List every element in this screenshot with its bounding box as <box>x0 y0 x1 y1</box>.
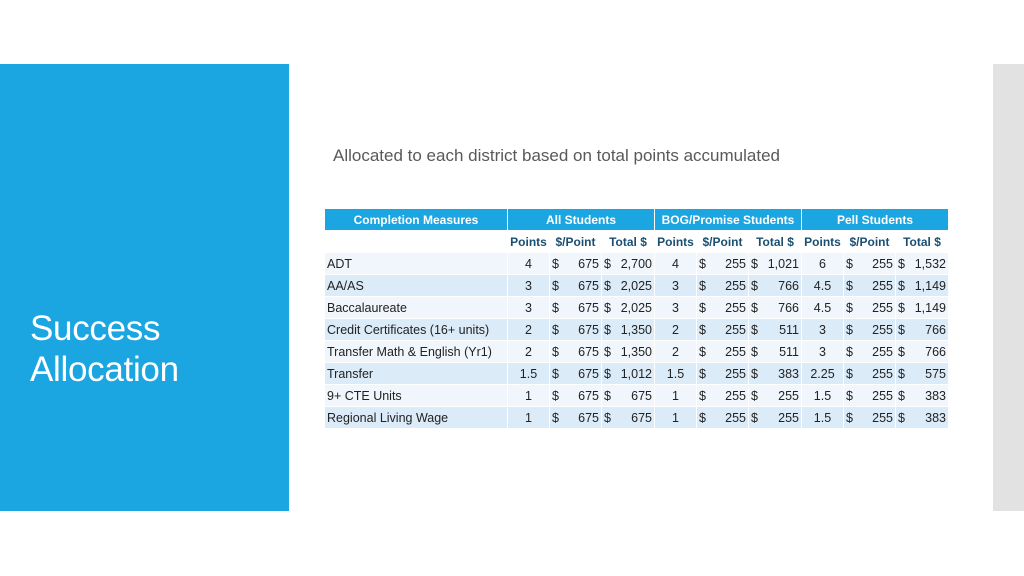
table-row <box>325 297 949 319</box>
bog-points-cell: 1 <box>655 407 697 429</box>
pell-points-cell: 1.5 <box>802 407 844 429</box>
amount: 255 <box>872 366 893 381</box>
amount: 766 <box>925 322 946 337</box>
amount: 255 <box>872 344 893 359</box>
currency-symbol: $ <box>846 256 853 271</box>
measure-cell: 9+ CTE Units <box>325 385 508 407</box>
currency-symbol: $ <box>898 278 905 293</box>
table-row <box>325 341 949 363</box>
currency-symbol: $ <box>552 366 559 381</box>
amount: 766 <box>778 278 799 293</box>
amount: 675 <box>578 322 599 337</box>
measure-cell: Transfer <box>325 363 508 385</box>
currency-symbol: $ <box>699 322 706 337</box>
currency-symbol: $ <box>699 300 706 315</box>
all-per-point-cell <box>550 385 602 407</box>
amount: 255 <box>872 300 893 315</box>
amount: 675 <box>578 344 599 359</box>
subheader-total: Total $ <box>602 231 655 253</box>
subheader-per-point: $/Point <box>844 231 896 253</box>
amount: 255 <box>725 344 746 359</box>
bog-total-cell <box>749 363 802 385</box>
measure-header: Completion Measures <box>325 209 508 231</box>
currency-symbol: $ <box>751 300 758 315</box>
currency-symbol: $ <box>898 388 905 403</box>
all-points-cell: 4 <box>508 253 550 275</box>
currency-symbol: $ <box>751 278 758 293</box>
currency-symbol: $ <box>604 344 611 359</box>
allocation-table <box>324 208 949 429</box>
all-points-cell: 1 <box>508 385 550 407</box>
currency-symbol: $ <box>846 322 853 337</box>
pell-per-point-cell <box>844 297 896 319</box>
measure-cell: Regional Living Wage <box>325 407 508 429</box>
all-points-cell: 2 <box>508 341 550 363</box>
pell-points-cell: 4.5 <box>802 297 844 319</box>
bog-total-cell <box>749 319 802 341</box>
table-row <box>325 253 949 275</box>
amount: 255 <box>725 388 746 403</box>
table-row <box>325 407 949 429</box>
amount: 511 <box>779 344 799 359</box>
currency-symbol: $ <box>751 344 758 359</box>
table-row <box>325 275 949 297</box>
pell-total-cell <box>896 385 949 407</box>
slide-title-line-1: Success <box>30 309 161 348</box>
measure-cell: Baccalaureate <box>325 297 508 319</box>
bog-per-point-cell <box>697 385 749 407</box>
amount: 1,012 <box>620 366 652 381</box>
currency-symbol: $ <box>604 322 611 337</box>
measure-cell: ADT <box>325 253 508 275</box>
bog-total-cell <box>749 341 802 363</box>
currency-symbol: $ <box>898 322 905 337</box>
amount: 255 <box>725 366 746 381</box>
pell-points-cell: 4.5 <box>802 275 844 297</box>
all-per-point-cell <box>550 407 602 429</box>
bog-per-point-cell <box>697 363 749 385</box>
currency-symbol: $ <box>846 344 853 359</box>
currency-symbol: $ <box>699 256 706 271</box>
bog-points-cell: 1.5 <box>655 363 697 385</box>
amount: 255 <box>872 410 893 425</box>
amount: 255 <box>725 278 746 293</box>
pell-per-point-cell <box>844 275 896 297</box>
bog-per-point-cell <box>697 275 749 297</box>
all-total-cell <box>602 253 655 275</box>
slide-title <box>30 308 270 390</box>
currency-symbol: $ <box>898 410 905 425</box>
pell-per-point-cell <box>844 385 896 407</box>
amount: 255 <box>778 410 799 425</box>
amount: 675 <box>578 366 599 381</box>
currency-symbol: $ <box>604 366 611 381</box>
amount: 255 <box>872 388 893 403</box>
pell-total-cell <box>896 363 949 385</box>
pell-per-point-cell <box>844 253 896 275</box>
group-header-all: All Students <box>508 209 655 231</box>
all-points-cell: 2 <box>508 319 550 341</box>
bog-per-point-cell <box>697 341 749 363</box>
bog-per-point-cell <box>697 407 749 429</box>
table-subheader-row <box>325 231 949 253</box>
group-header-pell: Pell Students <box>802 209 949 231</box>
currency-symbol: $ <box>552 322 559 337</box>
currency-symbol: $ <box>699 344 706 359</box>
pell-total-cell <box>896 253 949 275</box>
amount: 1,350 <box>620 344 652 359</box>
currency-symbol: $ <box>699 388 706 403</box>
currency-symbol: $ <box>898 300 905 315</box>
title-panel <box>0 64 289 511</box>
bog-total-cell <box>749 297 802 319</box>
all-total-cell <box>602 297 655 319</box>
pell-total-cell <box>896 407 949 429</box>
subheader-per-point: $/Point <box>550 231 602 253</box>
all-per-point-cell <box>550 363 602 385</box>
currency-symbol: $ <box>898 344 905 359</box>
currency-symbol: $ <box>552 388 559 403</box>
amount: 675 <box>631 410 652 425</box>
subheader-total: Total $ <box>749 231 802 253</box>
slide-title-line-2: Allocation <box>30 350 179 389</box>
bog-points-cell: 3 <box>655 275 697 297</box>
pell-total-cell <box>896 341 949 363</box>
measure-cell: Credit Certificates (16+ units) <box>325 319 508 341</box>
amount: 1,149 <box>914 278 946 293</box>
all-points-cell: 3 <box>508 297 550 319</box>
amount: 675 <box>578 278 599 293</box>
currency-symbol: $ <box>898 256 905 271</box>
bog-points-cell: 4 <box>655 253 697 275</box>
currency-symbol: $ <box>846 278 853 293</box>
pell-total-cell <box>896 297 949 319</box>
amount: 766 <box>778 300 799 315</box>
currency-symbol: $ <box>552 300 559 315</box>
amount: 2,025 <box>620 300 652 315</box>
currency-symbol: $ <box>846 410 853 425</box>
amount: 1,021 <box>767 256 799 271</box>
subheader-points: Points <box>508 231 550 253</box>
subheader-total: Total $ <box>896 231 949 253</box>
all-total-cell <box>602 363 655 385</box>
bog-total-cell <box>749 407 802 429</box>
currency-symbol: $ <box>751 388 758 403</box>
all-total-cell <box>602 341 655 363</box>
amount: 383 <box>925 410 946 425</box>
amount: 766 <box>925 344 946 359</box>
bog-per-point-cell <box>697 319 749 341</box>
amount: 1,350 <box>620 322 652 337</box>
currency-symbol: $ <box>604 388 611 403</box>
amount: 2,025 <box>620 278 652 293</box>
table-row <box>325 385 949 407</box>
bog-total-cell <box>749 385 802 407</box>
amount: 255 <box>778 388 799 403</box>
pell-per-point-cell <box>844 363 896 385</box>
pell-points-cell: 1.5 <box>802 385 844 407</box>
currency-symbol: $ <box>699 410 706 425</box>
all-points-cell: 3 <box>508 275 550 297</box>
currency-symbol: $ <box>846 300 853 315</box>
amount: 255 <box>725 322 746 337</box>
measure-cell: Transfer Math & English (Yr1) <box>325 341 508 363</box>
all-per-point-cell <box>550 319 602 341</box>
bog-points-cell: 3 <box>655 297 697 319</box>
amount: 255 <box>725 256 746 271</box>
bog-total-cell <box>749 253 802 275</box>
table-body <box>325 253 949 429</box>
all-points-cell: 1 <box>508 407 550 429</box>
pell-points-cell: 2.25 <box>802 363 844 385</box>
all-per-point-cell <box>550 297 602 319</box>
all-total-cell <box>602 385 655 407</box>
all-total-cell <box>602 319 655 341</box>
currency-symbol: $ <box>604 410 611 425</box>
amount: 383 <box>778 366 799 381</box>
amount: 255 <box>725 410 746 425</box>
currency-symbol: $ <box>898 366 905 381</box>
all-points-cell: 1.5 <box>508 363 550 385</box>
bog-per-point-cell <box>697 297 749 319</box>
bog-points-cell: 2 <box>655 341 697 363</box>
currency-symbol: $ <box>846 388 853 403</box>
currency-symbol: $ <box>604 278 611 293</box>
amount: 1,149 <box>914 300 946 315</box>
amount: 675 <box>631 388 652 403</box>
all-per-point-cell <box>550 253 602 275</box>
amount: 675 <box>578 388 599 403</box>
pell-total-cell <box>896 319 949 341</box>
all-total-cell <box>602 275 655 297</box>
amount: 675 <box>578 410 599 425</box>
amount: 575 <box>925 366 946 381</box>
bog-total-cell <box>749 275 802 297</box>
all-per-point-cell <box>550 275 602 297</box>
subheader-blank <box>325 231 508 253</box>
pell-points-cell: 3 <box>802 319 844 341</box>
currency-symbol: $ <box>604 256 611 271</box>
amount: 511 <box>779 322 799 337</box>
currency-symbol: $ <box>552 410 559 425</box>
amount: 2,700 <box>620 256 652 271</box>
subheader-per-point: $/Point <box>697 231 749 253</box>
currency-symbol: $ <box>699 278 706 293</box>
currency-symbol: $ <box>751 366 758 381</box>
pell-per-point-cell <box>844 319 896 341</box>
currency-symbol: $ <box>699 366 706 381</box>
amount: 383 <box>925 388 946 403</box>
amount: 255 <box>872 278 893 293</box>
table-row <box>325 319 949 341</box>
slide-subtitle: Allocated to each district based on total points accumulated <box>333 146 780 165</box>
amount: 255 <box>872 322 893 337</box>
table-group-header-row <box>325 209 949 231</box>
all-per-point-cell <box>550 341 602 363</box>
amount: 1,532 <box>914 256 946 271</box>
decorative-strip <box>993 64 1024 511</box>
table-row <box>325 363 949 385</box>
currency-symbol: $ <box>604 300 611 315</box>
amount: 255 <box>725 300 746 315</box>
currency-symbol: $ <box>552 278 559 293</box>
currency-symbol: $ <box>846 366 853 381</box>
bog-points-cell: 2 <box>655 319 697 341</box>
currency-symbol: $ <box>552 256 559 271</box>
currency-symbol: $ <box>751 256 758 271</box>
amount: 675 <box>578 300 599 315</box>
group-header-bog: BOG/Promise Students <box>655 209 802 231</box>
measure-cell: AA/AS <box>325 275 508 297</box>
pell-points-cell: 6 <box>802 253 844 275</box>
bog-points-cell: 1 <box>655 385 697 407</box>
amount: 255 <box>872 256 893 271</box>
pell-total-cell <box>896 275 949 297</box>
subheader-points: Points <box>802 231 844 253</box>
bog-per-point-cell <box>697 253 749 275</box>
amount: 675 <box>578 256 599 271</box>
pell-per-point-cell <box>844 407 896 429</box>
pell-points-cell: 3 <box>802 341 844 363</box>
currency-symbol: $ <box>552 344 559 359</box>
currency-symbol: $ <box>751 410 758 425</box>
all-total-cell <box>602 407 655 429</box>
subheader-points: Points <box>655 231 697 253</box>
pell-per-point-cell <box>844 341 896 363</box>
currency-symbol: $ <box>751 322 758 337</box>
